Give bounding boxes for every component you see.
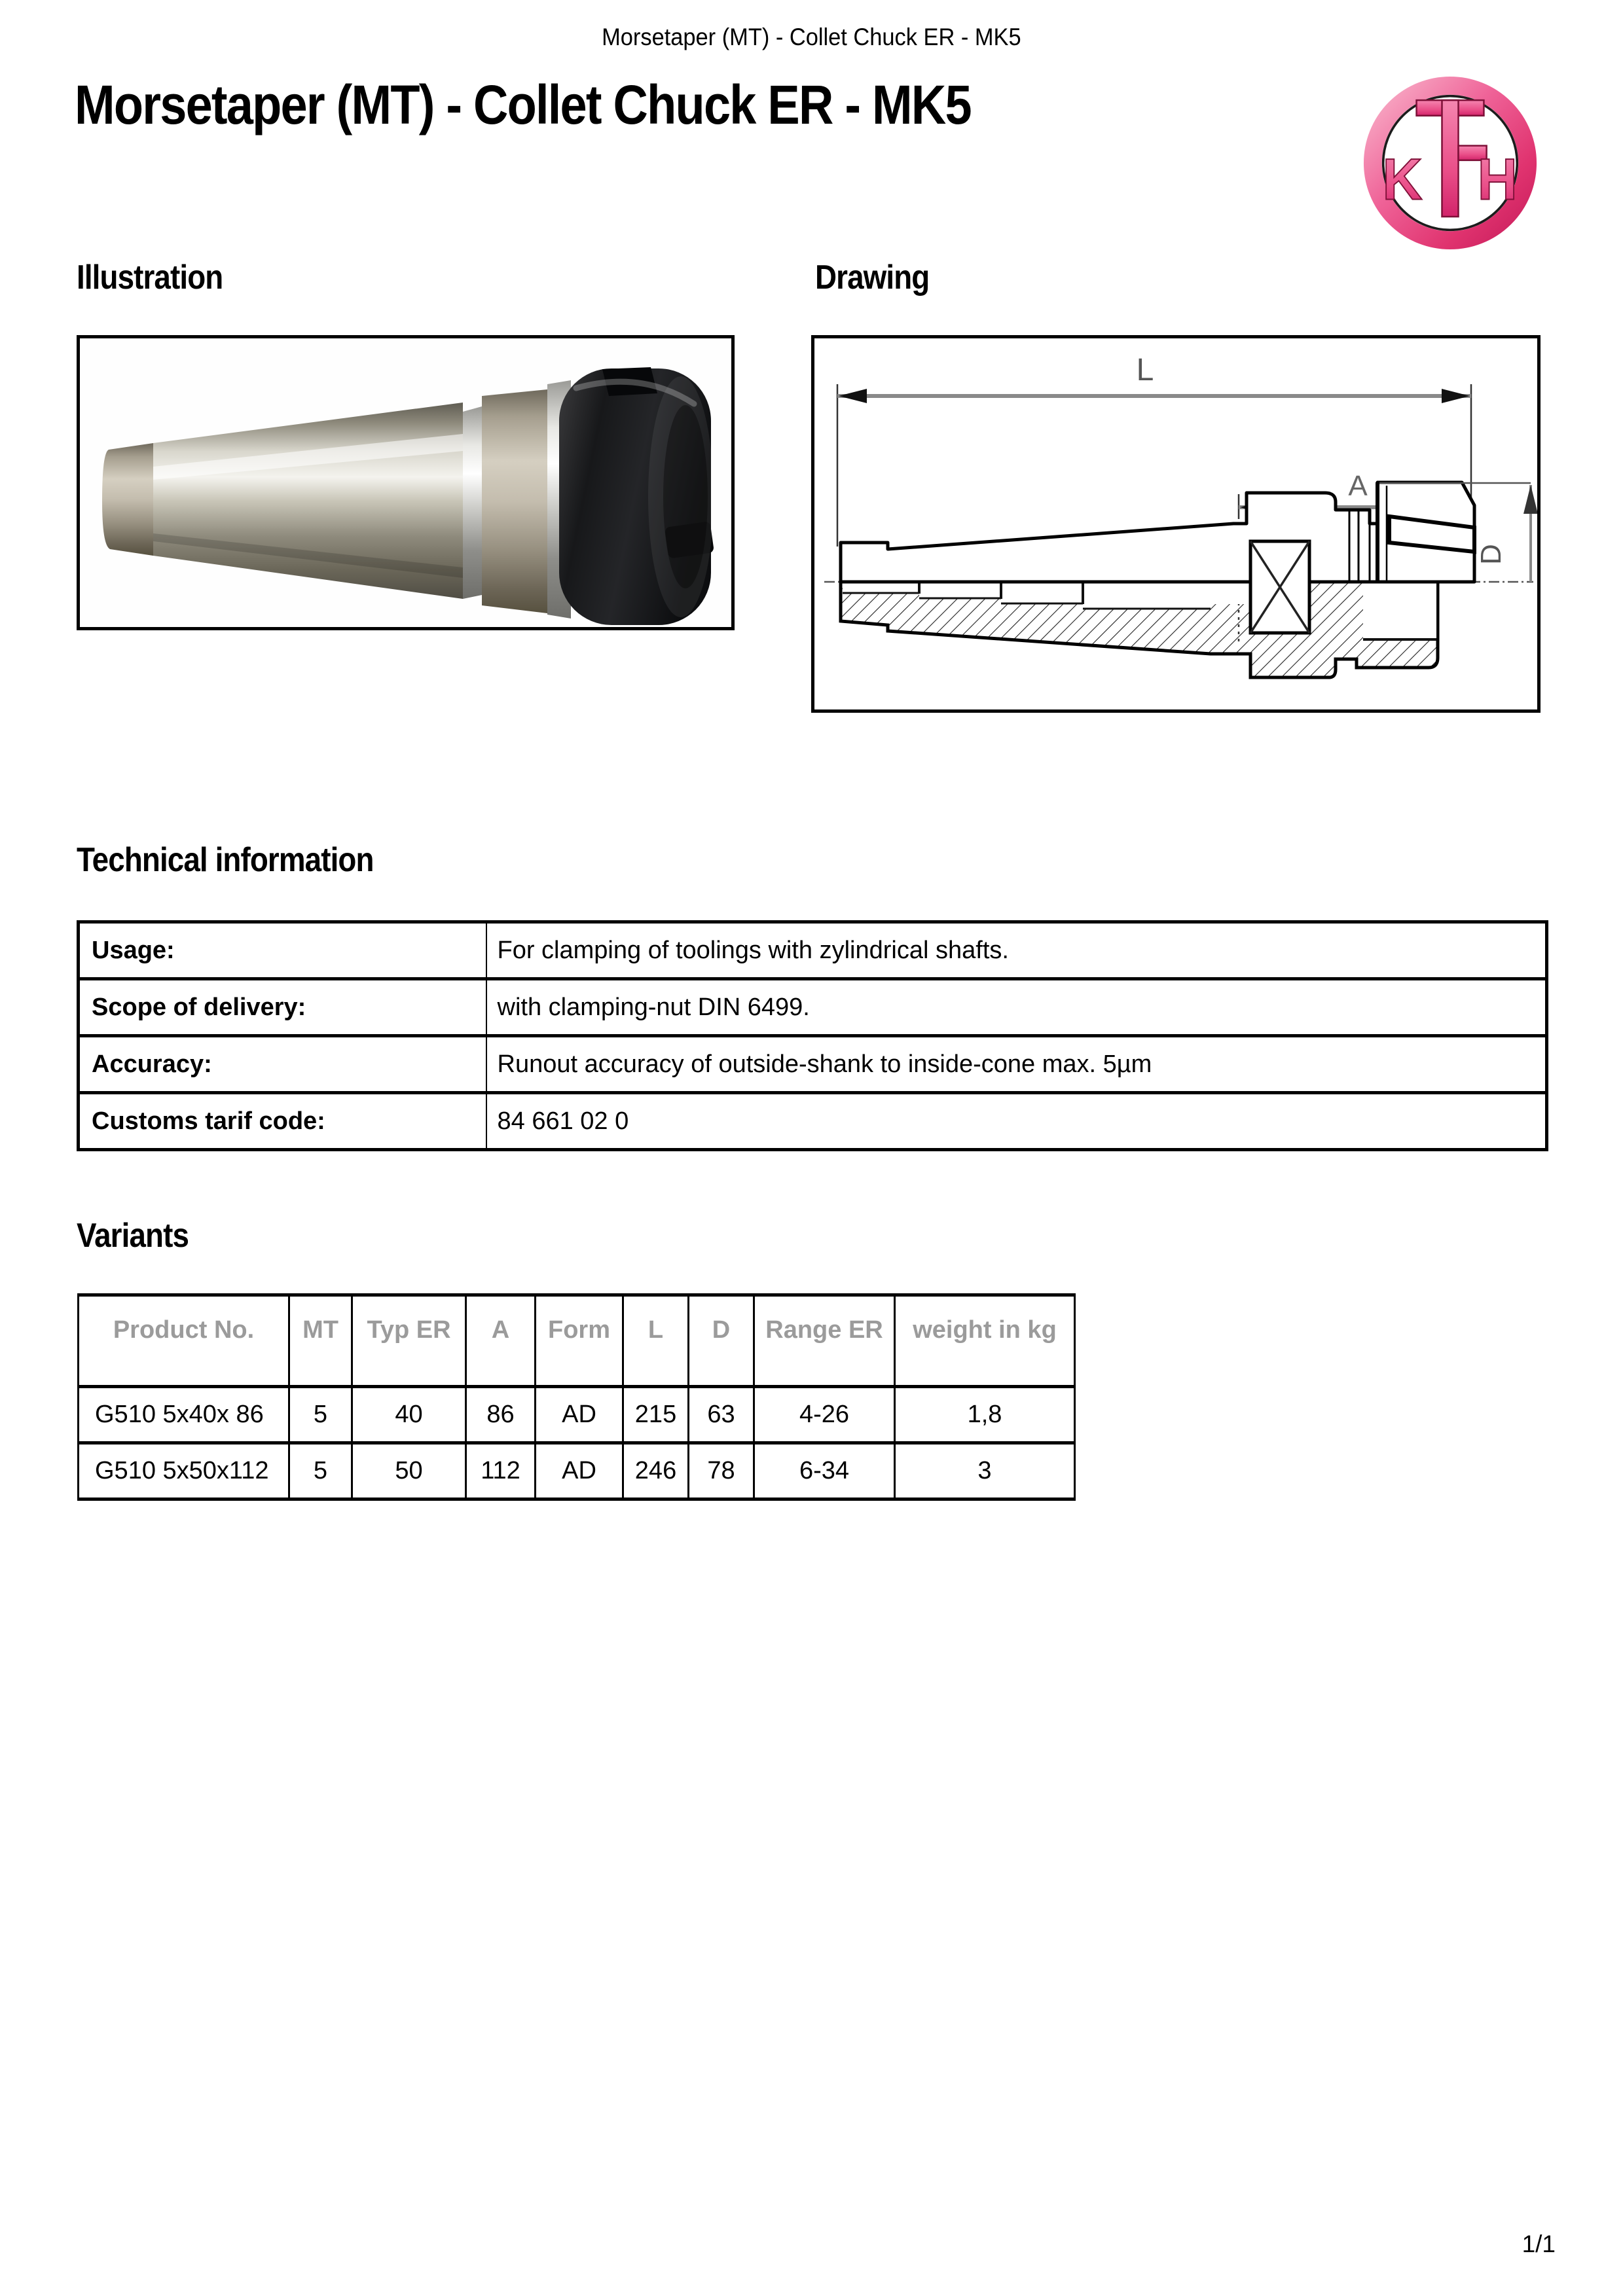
dim-label-A: A: [1348, 470, 1368, 502]
illustration-box: [77, 335, 735, 630]
table-row: [79, 1387, 1075, 1443]
table-row: [79, 1036, 1547, 1093]
cell-typ-er: 40: [352, 1387, 466, 1443]
table-row: [79, 1443, 1075, 1499]
variants-header-row: [79, 1295, 1075, 1387]
drawing-heading: Drawing: [815, 259, 930, 296]
tech-value: with clamping-nut DIN 6499.: [486, 979, 1547, 1036]
dim-label-L: L: [1136, 353, 1154, 387]
drawing-box: [811, 335, 1541, 713]
col-header-typ-er: Typ ER: [352, 1295, 466, 1387]
table-row: [79, 979, 1547, 1036]
technical-drawing: [814, 338, 1537, 709]
tech-label: Usage:: [79, 922, 486, 979]
cell-range-er: 4-26: [754, 1387, 895, 1443]
table-row: [79, 922, 1547, 979]
tech-value: 84 661 02 0: [486, 1093, 1547, 1150]
kfh-logo: [1359, 72, 1541, 254]
cell-typ-er: 50: [352, 1443, 466, 1499]
dim-label-D: D: [1475, 544, 1507, 565]
page-title: Morsetaper (MT) - Collet Chuck ER - MK5: [75, 74, 971, 135]
cell-product-no: G510 5x50x112: [79, 1443, 289, 1499]
cell-mt: 5: [289, 1387, 352, 1443]
running-header: [0, 24, 1623, 51]
kfh-logo-icon: [1359, 72, 1541, 254]
col-header-range-er: Range ER: [754, 1295, 895, 1387]
col-header-l: L: [623, 1295, 689, 1387]
logo-letter-h: H: [1477, 147, 1518, 213]
page-number: 1/1: [1522, 2231, 1556, 2257]
cell-d: 63: [689, 1387, 754, 1443]
cell-weight: 3: [895, 1443, 1075, 1499]
tech-label: Customs tarif code:: [79, 1093, 486, 1150]
col-header-d: D: [689, 1295, 754, 1387]
tech-label: Accuracy:: [79, 1036, 486, 1093]
cell-l: 215: [623, 1387, 689, 1443]
technical-table: [77, 920, 1548, 1151]
tech-value: For clamping of toolings with zylindrical shafts.: [486, 922, 1547, 979]
col-header-weight: weight in kg: [895, 1295, 1075, 1387]
cell-product-no: G510 5x40x 86: [79, 1387, 289, 1443]
cell-a: 112: [466, 1443, 536, 1499]
photo-shank-cap: [102, 443, 153, 556]
technical-heading: Technical information: [77, 841, 374, 879]
cell-l: 246: [623, 1443, 689, 1499]
cell-range-er: 6-34: [754, 1443, 895, 1499]
cell-mt: 5: [289, 1443, 352, 1499]
tech-label: Scope of delivery:: [79, 979, 486, 1036]
cell-a: 86: [466, 1387, 536, 1443]
running-header-text: Morsetaper (MT) - Collet Chuck ER - MK5: [602, 24, 1021, 50]
col-header-form: Form: [536, 1295, 623, 1387]
tech-value: Runout accuracy of outside-shank to inside-cone max. 5µm: [486, 1036, 1547, 1093]
collet-chuck-photo: [80, 338, 731, 627]
table-row: [79, 1093, 1547, 1150]
cell-form: AD: [536, 1443, 623, 1499]
photo-collar: [482, 389, 547, 613]
col-header-product-no: Product No.: [79, 1295, 289, 1387]
logo-letter-k: K: [1382, 147, 1423, 213]
col-header-a: A: [466, 1295, 536, 1387]
cell-form: AD: [536, 1387, 623, 1443]
cell-weight: 1,8: [895, 1387, 1075, 1443]
variants-heading: Variants: [77, 1217, 189, 1255]
col-header-mt: MT: [289, 1295, 352, 1387]
variants-table: [77, 1293, 1076, 1501]
cell-d: 78: [689, 1443, 754, 1499]
illustration-heading: Illustration: [77, 259, 223, 296]
